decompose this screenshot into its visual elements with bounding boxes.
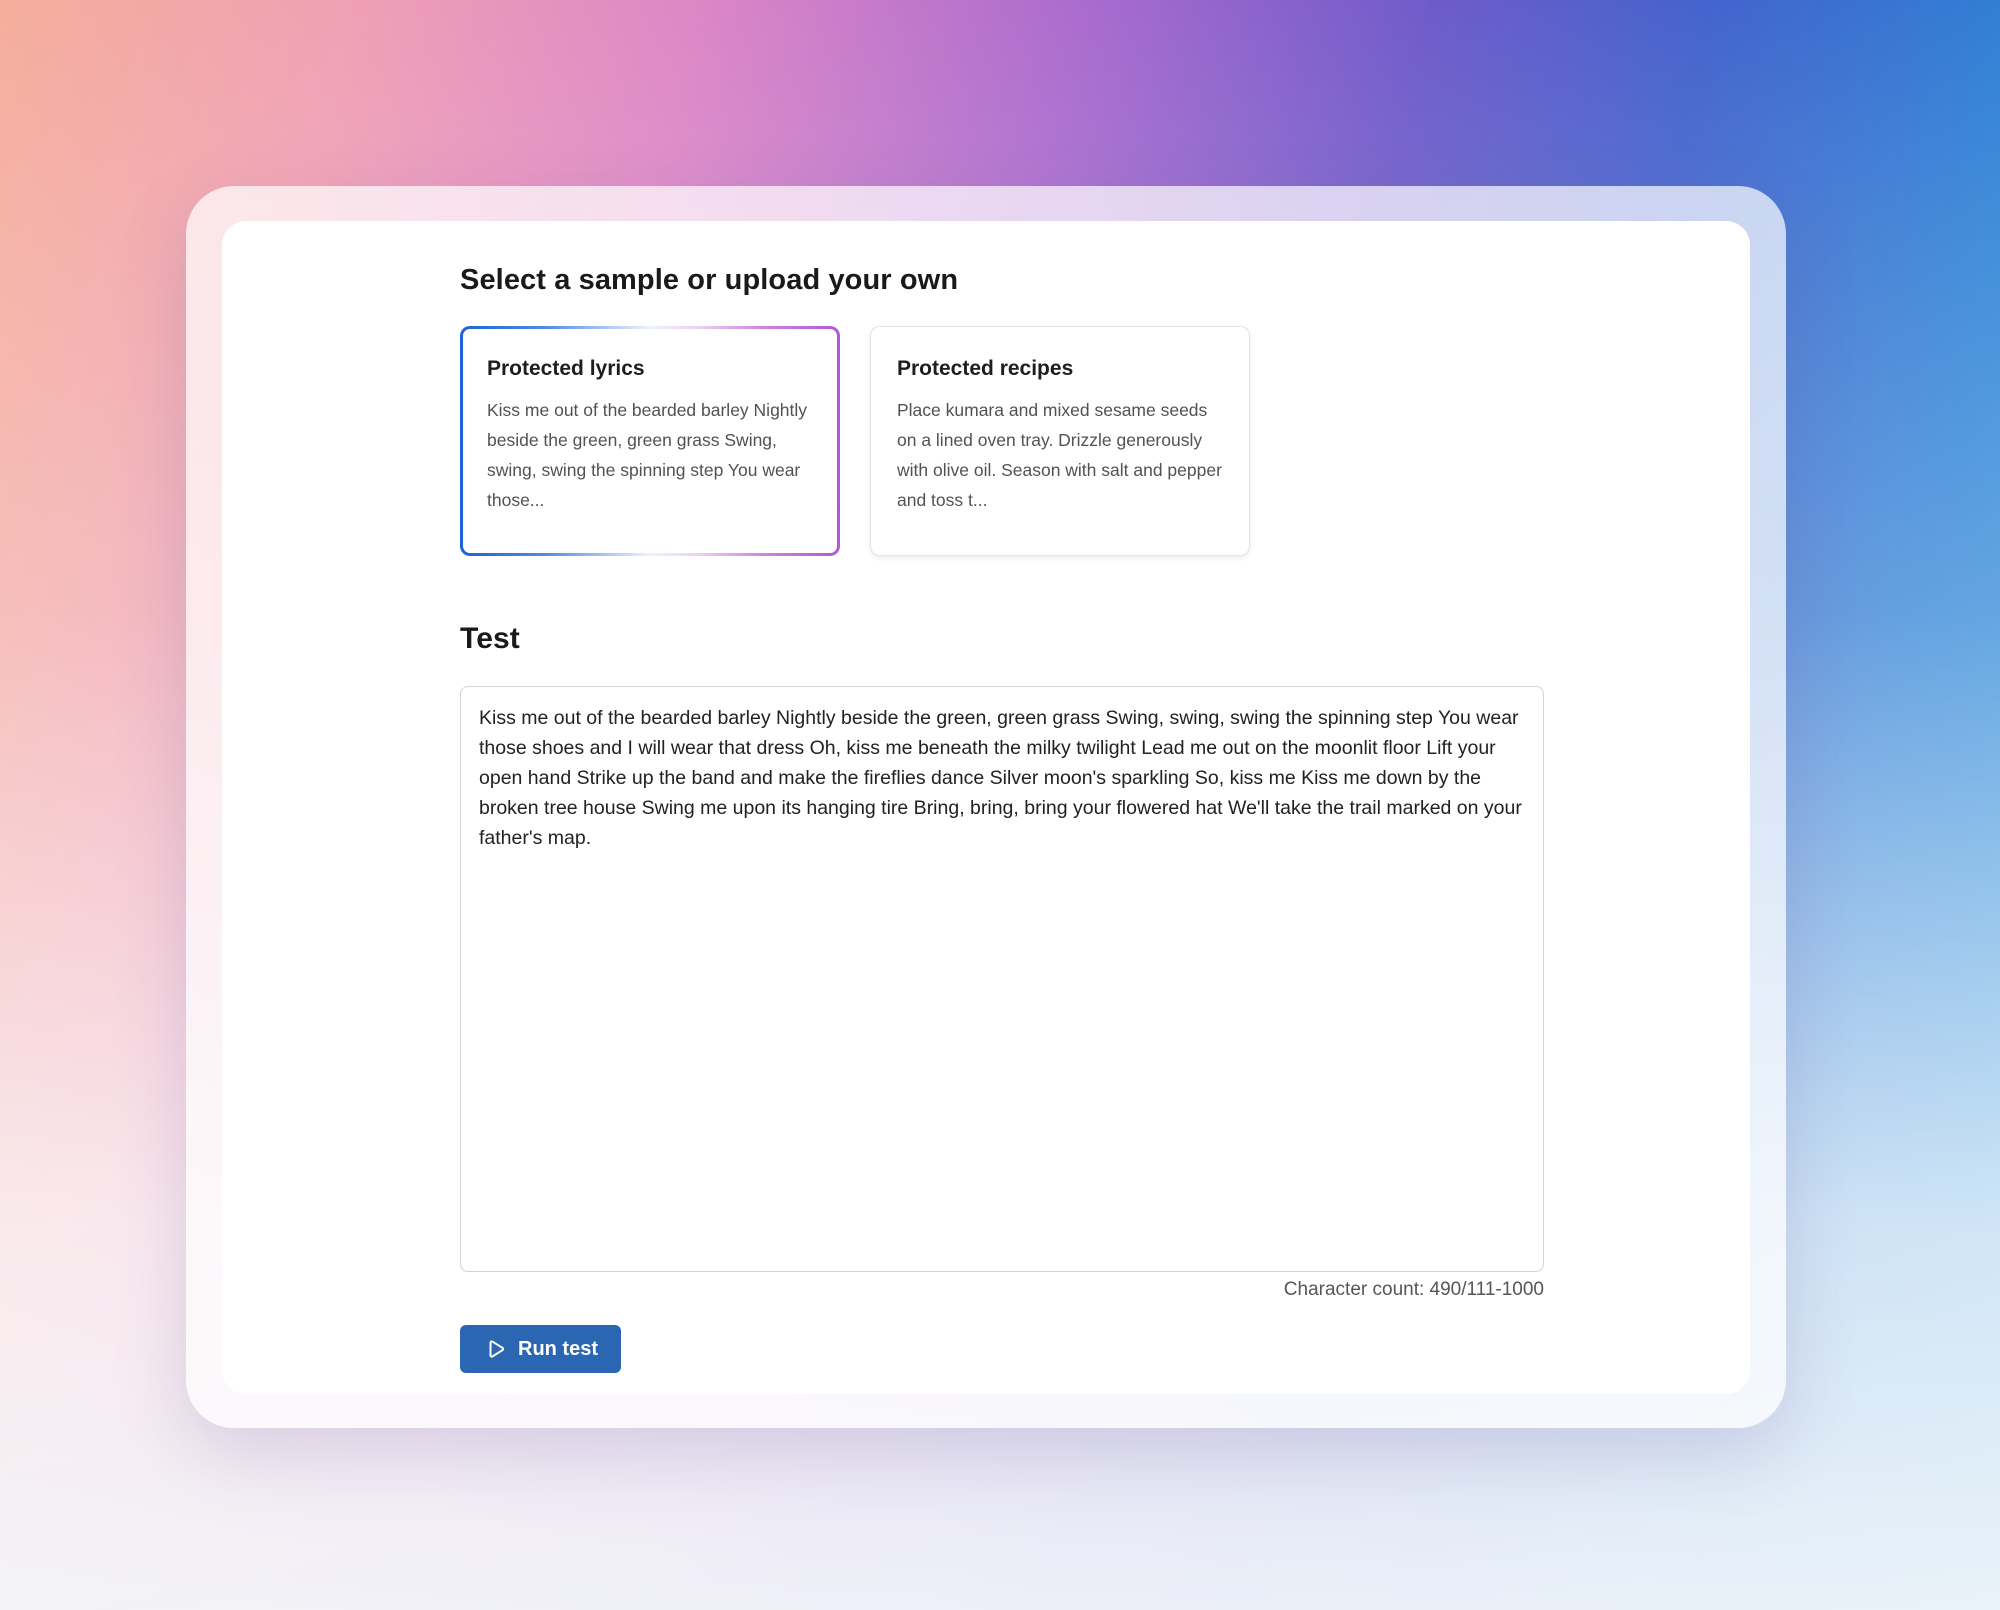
test-text-input[interactable] <box>460 686 1544 1272</box>
character-count: Character count: 490/111-1000 <box>1283 1279 1544 1300</box>
play-icon <box>483 1337 507 1361</box>
sample-card-protected-recipes[interactable] <box>870 326 1250 556</box>
app-card <box>222 221 1750 1394</box>
sample-card-title: Protected recipes <box>897 357 1074 380</box>
sample-card-list <box>460 326 1250 556</box>
section-title-select-sample: Select a sample or upload your own <box>460 264 959 296</box>
sample-card-preview: Place kumara and mixed sesame seeds on a lined oven tray. Drizzle generously with olive oil. Season with salt and pepper and toss t... <box>897 400 1222 510</box>
sample-card-preview: Kiss me out of the bearded barley Nightly beside the green, green grass Swing, swing, swing the spinning step You wear those... <box>487 400 808 510</box>
sample-card-title: Protected lyrics <box>487 357 645 380</box>
app-card-frame <box>186 186 1786 1428</box>
run-test-label: Run test <box>518 1337 598 1360</box>
section-title-test: Test <box>460 622 520 655</box>
run-test-button[interactable] <box>460 1325 621 1373</box>
sample-card-protected-lyrics[interactable] <box>460 326 840 556</box>
